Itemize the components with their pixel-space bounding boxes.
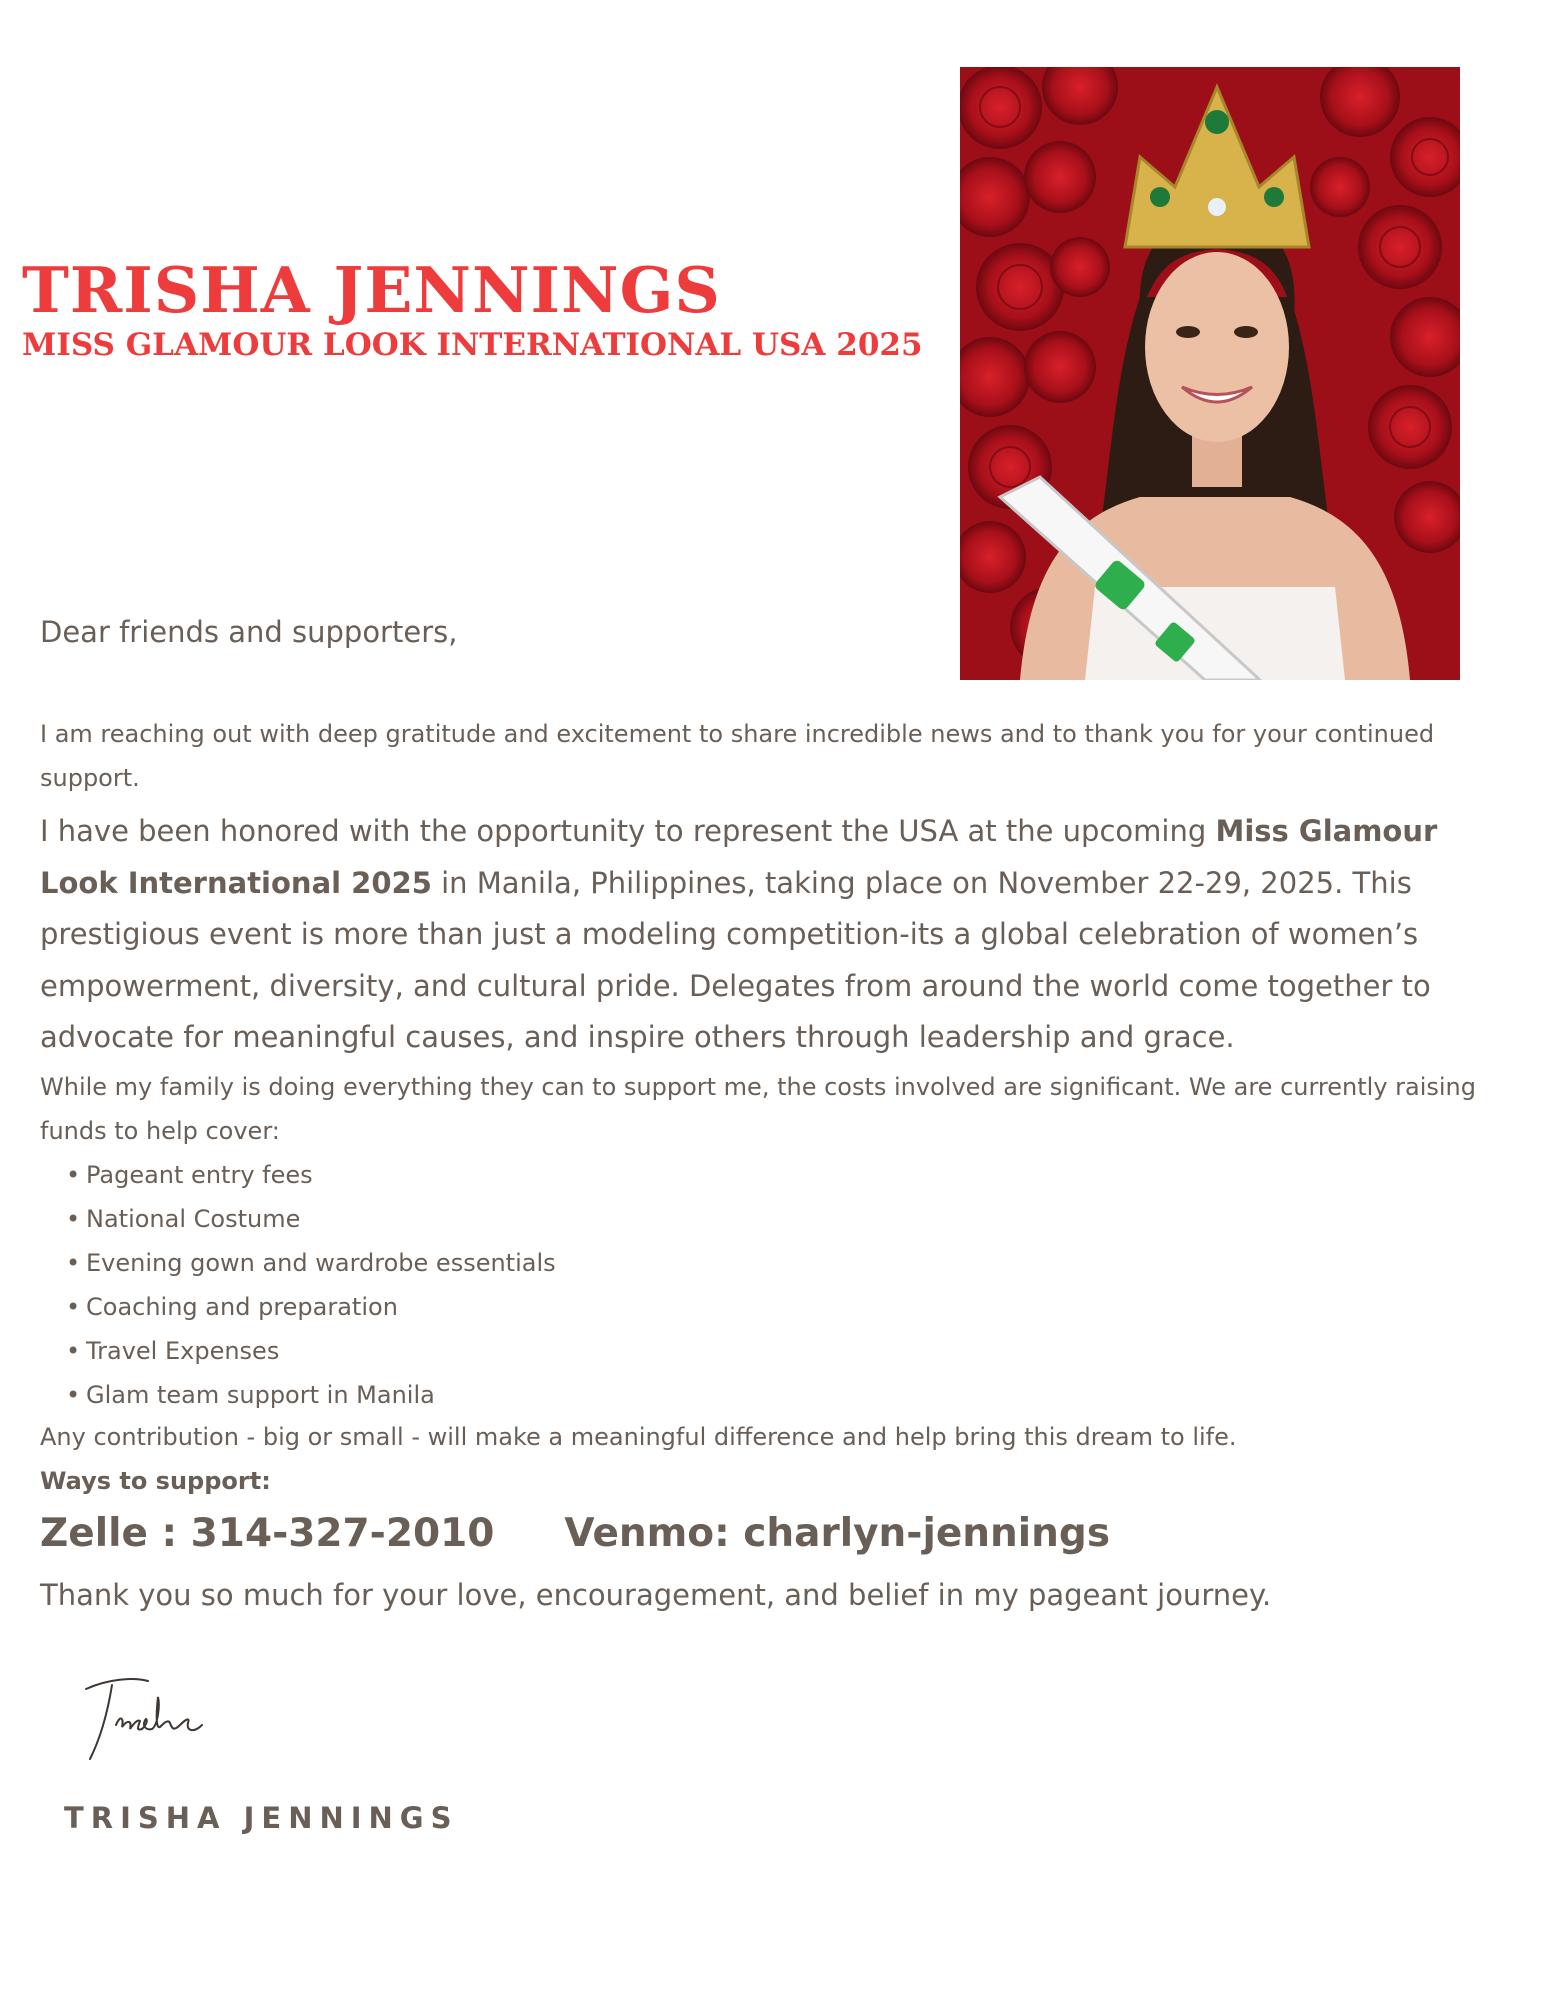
greeting: Dear friends and supporters,	[40, 615, 458, 649]
event-name: Miss Glamour Look International 2025	[40, 814, 1438, 900]
page-subtitle: MISS GLAMOUR LOOK INTERNATIONAL USA 2025	[22, 327, 923, 363]
signature-name: TRISHA JENNINGS	[64, 1801, 459, 1835]
page-title: TRISHA JENNINGS	[22, 253, 721, 327]
venmo-info: Venmo: charlyn-jennings	[564, 1511, 1111, 1556]
contribution-paragraph: Any contribution - big or small - will make a meaningful difference and help bring this dream to life.	[40, 1423, 1237, 1451]
list-item: • Coaching and preparation	[66, 1285, 556, 1329]
handwritten-signature	[78, 1675, 208, 1769]
portrait-photo	[960, 67, 1460, 680]
list-item: • National Costume	[66, 1197, 556, 1241]
intro-paragraph: I am reaching out with deep gratitude and excitement to share incredible news and to thank you for your continued support.	[40, 720, 1435, 792]
list-item: • Evening gown and wardrobe essentials	[66, 1241, 556, 1285]
portrait-illustration	[960, 67, 1460, 680]
zelle-info: Zelle : 314-327-2010	[40, 1511, 495, 1556]
funds-paragraph: While my family is doing everything they can to support me, the costs involved are significant. We are currently raising funds to help cover:	[40, 1073, 1477, 1145]
list-item: • Travel Expenses	[66, 1329, 556, 1373]
announcement-paragraph	[40, 806, 1480, 1064]
list-item: • Pageant entry fees	[66, 1153, 556, 1197]
list-item: • Glam team support in Manila	[66, 1373, 556, 1417]
payment-details	[40, 1508, 1110, 1560]
ways-to-support-heading: Ways to support:	[40, 1467, 271, 1495]
announcement-text-start: I have been honored with the opportunity to represent the USA at the upcoming	[40, 814, 1216, 848]
expenses-list	[66, 1153, 556, 1417]
announcement-text-end: in Manila, Philippines, taking place on November 22-29, 2025. This prestigious event is more than just a modeling competition-its a global celebration of women’s empowerment, diversity, and cultural pride. Delegates from around the world come together to advocate for meaningful causes, and inspire others through leadership and grace.	[40, 865, 1431, 1055]
thanks-paragraph: Thank you so much for your love, encouragement, and belief in my pageant journey.	[40, 1578, 1272, 1612]
